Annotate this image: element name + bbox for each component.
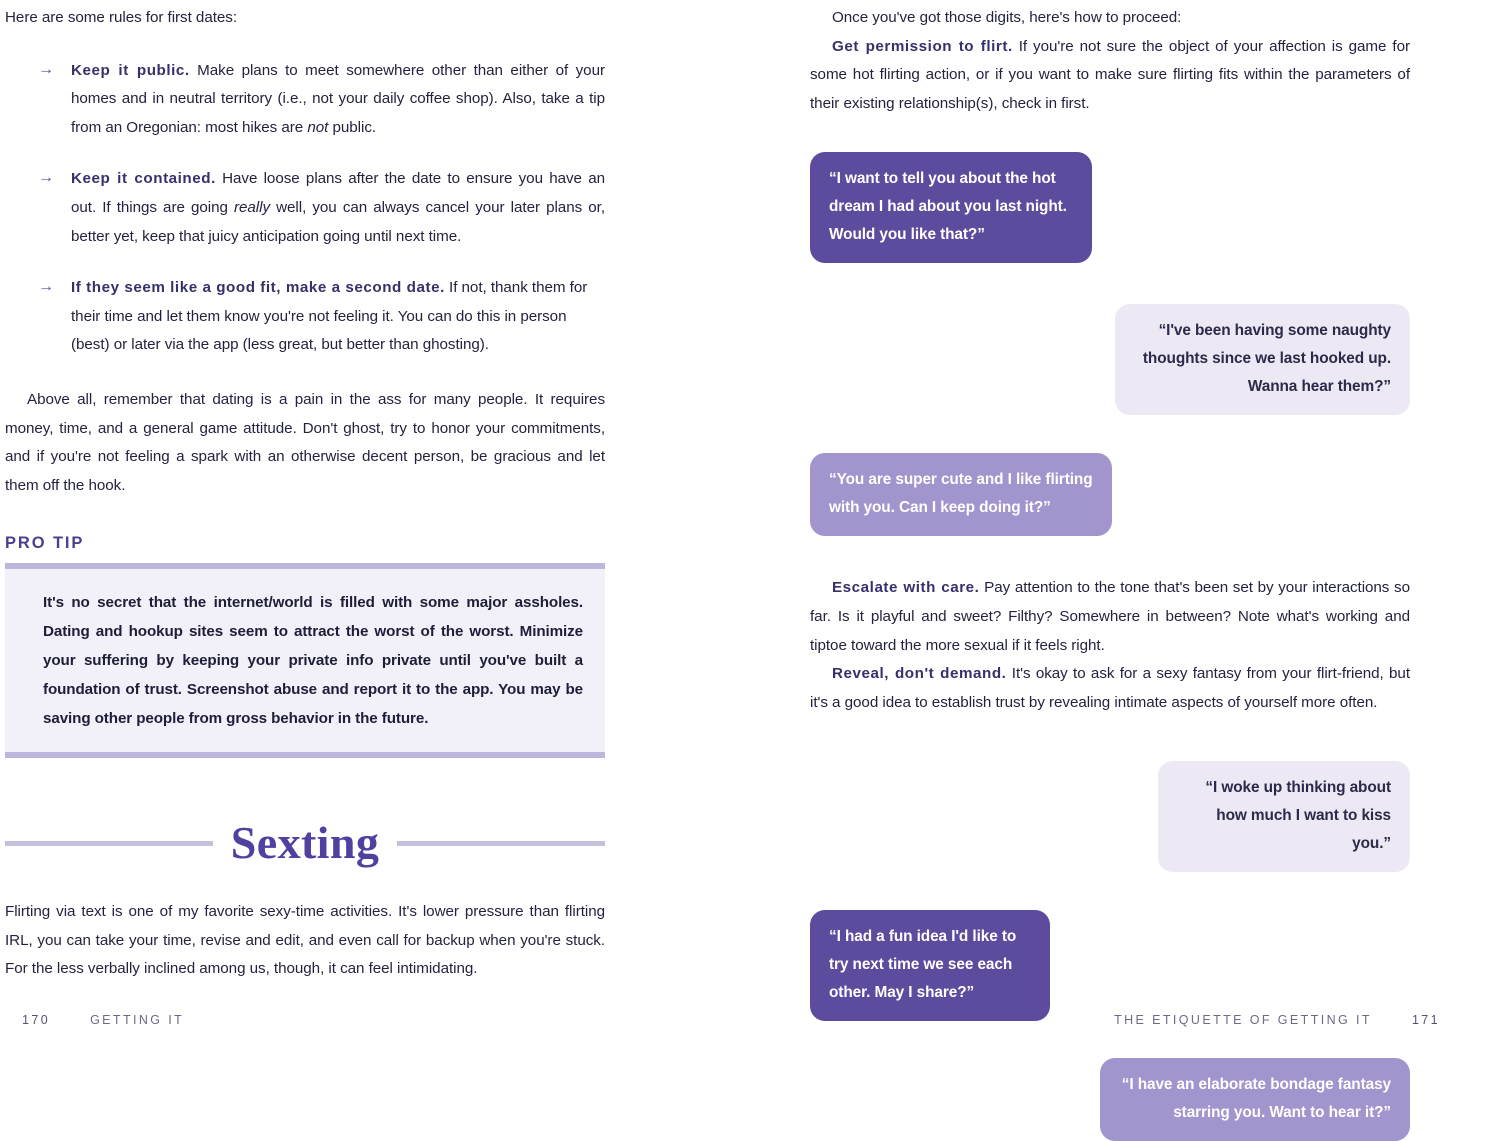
runin-heading: Keep it contained. bbox=[71, 170, 216, 188]
list-item-italic: not bbox=[307, 118, 329, 136]
right-page bbox=[750, 0, 1500, 1122]
paragraph-body: Pay attention to the tone that's been set by your interactions so far. Is it playful and sweet? Filthy? Somewhere in between? Note what's working and tiptoe toward the more sexual if it feels right. bbox=[810, 579, 1410, 654]
paragraph-body: It's okay to ask for a sexy fantasy from your flirt-friend, but it's a good idea to establish trust by revealing intimate aspects of yourself more often. bbox=[810, 665, 1410, 711]
left-footer bbox=[22, 1013, 184, 1027]
right-page-column bbox=[810, 0, 1410, 1122]
runin-heading: If they seem like a good fit, make a second date. bbox=[71, 279, 445, 297]
list-item-text bbox=[71, 165, 605, 251]
list-item bbox=[5, 274, 605, 360]
arrow-right-icon: → bbox=[38, 278, 54, 296]
heading-rule-right bbox=[397, 841, 605, 846]
protip-box bbox=[5, 563, 605, 758]
list-item-italic: really bbox=[234, 198, 270, 216]
arrow-right-icon: → bbox=[38, 60, 54, 78]
chat-bubbles-bottom bbox=[810, 761, 1410, 1141]
first-date-rules-list bbox=[5, 57, 605, 360]
chat-bubble: “I've been having some naughty thoughts since we last hooked up. Wanna hear them?” bbox=[1115, 304, 1410, 415]
runin-heading: Escalate with care. bbox=[832, 579, 980, 597]
list-item-text bbox=[71, 274, 605, 360]
chat-bubble: “I woke up thinking about how much I want to kiss you.” bbox=[1158, 761, 1410, 872]
reveal-paragraph bbox=[810, 660, 1410, 717]
arrow-right-icon: → bbox=[38, 169, 54, 187]
left-closing-paragraph: Above all, remember that dating is a pain in the ass for many people. It requires money, time, and a general game attitude. Don't ghost, try to honor your commitments, and if you're not feeling a spark with an otherwise decent person, be gracious and let them off the hook. bbox=[5, 390, 605, 494]
escalate-paragraph bbox=[810, 574, 1410, 660]
chat-bubble: “I want to tell you about the hot dream I had about you last night. Would you like that?” bbox=[810, 152, 1092, 263]
right-intro-paragraph: Once you've got those digits, here's how to proceed: bbox=[832, 9, 1182, 26]
chat-bubble: “You are super cute and I like flirting with you. Can I keep doing it?” bbox=[810, 453, 1112, 536]
runin-heading: Get permission to flirt. bbox=[832, 37, 1013, 55]
protip-label: PRO TIP bbox=[5, 534, 85, 553]
page-number: 170 bbox=[22, 1013, 51, 1027]
list-item-body: Make plans to meet somewhere other than either of your homes and in neutral territory (i.e., not your daily coffee shop). Also, take a tip from an Oregonian: most hikes are bbox=[71, 61, 605, 136]
section-heading bbox=[5, 817, 605, 869]
page-number: 171 bbox=[1411, 1013, 1440, 1027]
list-item-body: Have loose plans after the date to ensure you have an out. If things are going bbox=[71, 170, 605, 216]
chat-bubble: “I had a fun idea I'd like to try next time we see each other. May I share?” bbox=[810, 910, 1050, 1021]
protip-body: It's no secret that the internet/world is filled with some major assholes. Dating and hookup sites seem to attract the worst of the worst. Minimize your suffering by keeping your private info private until you've built a foundation of trust. Screenshot abuse and report it to the app. You may be saving other people from gross behavior in the future. bbox=[43, 594, 583, 727]
list-item bbox=[5, 57, 605, 143]
list-item-body-after: public. bbox=[328, 118, 377, 136]
chat-bubble: “I have an elaborate bondage fantasy starring you. Want to hear it?” bbox=[1100, 1058, 1410, 1141]
chat-bubbles-top bbox=[810, 152, 1410, 536]
runin-heading: Reveal, don't demand. bbox=[832, 665, 1007, 683]
left-intro-paragraph: Here are some rules for first dates: bbox=[5, 9, 238, 26]
page-title: Sexting bbox=[230, 817, 380, 869]
paragraph-body: If you're not sure the object of your affection is game for some hot flirting action, or if you want to make sure flirting fits within the parameters of their existing relationship(s), check in first. bbox=[810, 37, 1410, 112]
runin-heading: Keep it public. bbox=[71, 61, 190, 79]
list-item-body-after: well, you can always cancel your later plans or, better yet, keep that juicy anticipation going until next time. bbox=[71, 198, 605, 245]
get-permission-paragraph bbox=[810, 33, 1410, 119]
list-item bbox=[5, 165, 605, 251]
running-head: GETTING IT bbox=[90, 1013, 185, 1027]
list-item-text bbox=[71, 57, 605, 143]
running-head: THE ETIQUETTE OF GETTING IT bbox=[1114, 1013, 1372, 1027]
left-page-column bbox=[5, 0, 605, 1042]
right-footer bbox=[1114, 1013, 1440, 1027]
left-page bbox=[0, 0, 750, 1042]
list-item-body: If not, thank them for their time and let them know you're not feeling it. You can do this in person (best) or later via the app (less great, but better than ghosting). bbox=[71, 279, 588, 354]
heading-rule-left bbox=[5, 841, 213, 846]
sexting-intro-paragraph: Flirting via text is one of my favorite sexy-time activities. It's lower pressure than flirting IRL, you can take your time, revise and edit, and even call for backup when you're stuck. For the less verbally inclined among us, though, it can feel intimidating. bbox=[5, 903, 605, 978]
